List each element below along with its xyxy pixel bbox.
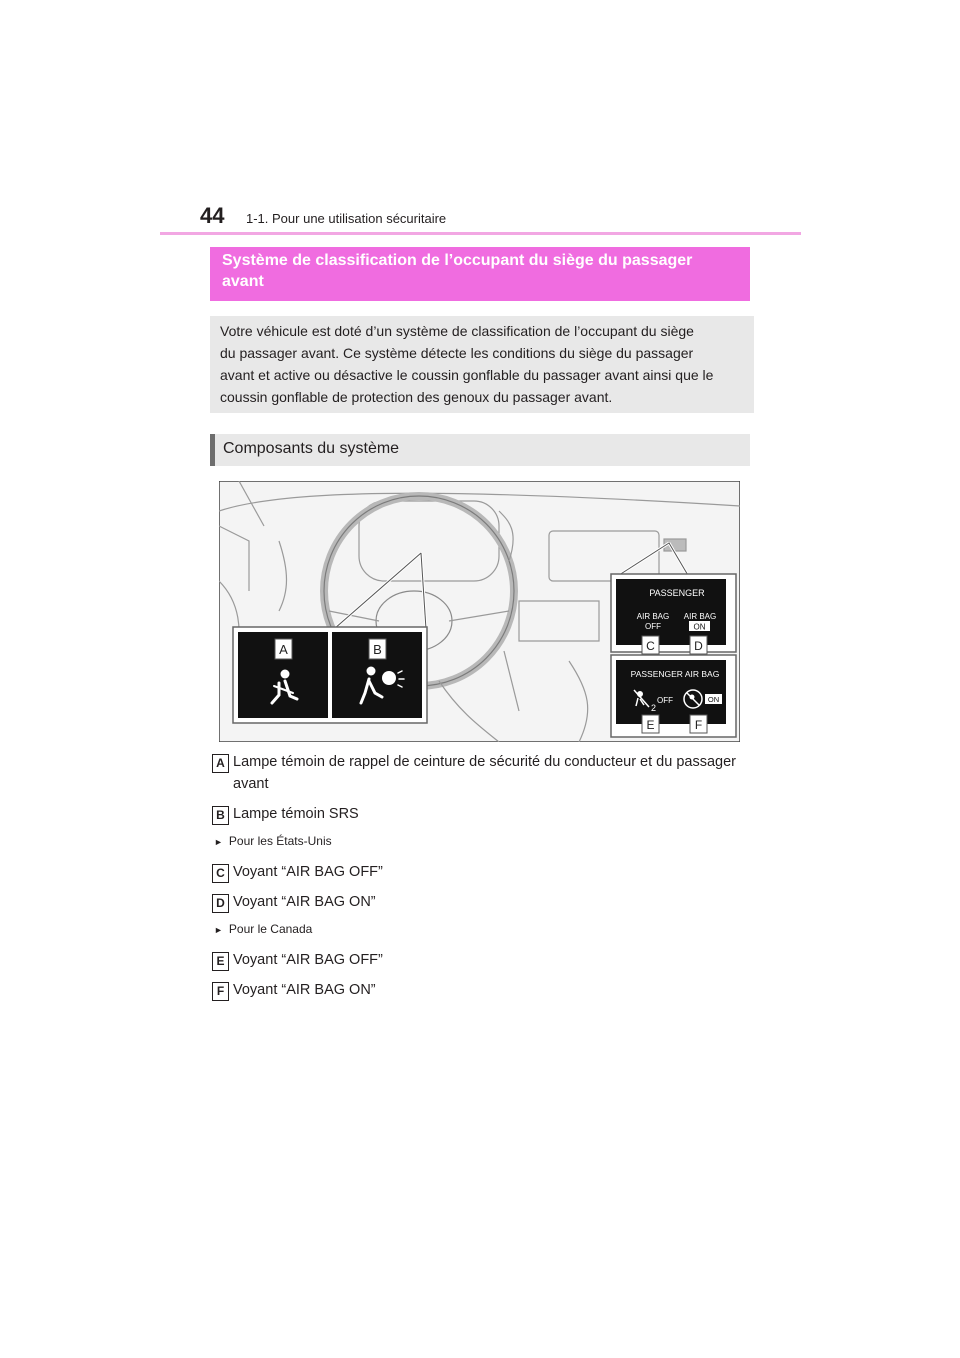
ca-on-label: ON bbox=[707, 695, 720, 704]
callout-c: C bbox=[646, 639, 655, 653]
main-heading bbox=[210, 247, 750, 301]
callout-f: F bbox=[694, 718, 703, 732]
legend-tag-e: E bbox=[212, 952, 229, 971]
us-on-line-1: AIR BAG bbox=[683, 612, 717, 621]
warning-lamp-panel bbox=[233, 627, 427, 723]
us-note-text: Pour les États-Unis bbox=[228, 834, 332, 848]
triangle-bullet-icon: ► bbox=[214, 925, 223, 935]
canada-note-text: Pour le Canada bbox=[228, 922, 313, 936]
legend-text-a: Lampe témoin de rappel de ceinture de sécurité du conducteur et du passager bbox=[233, 754, 736, 770]
us-panel-title: PASSENGER bbox=[649, 588, 705, 598]
legend-text-b: Lampe témoin SRS bbox=[233, 806, 359, 822]
legend-tag-a: A bbox=[212, 754, 229, 773]
us-note bbox=[214, 834, 332, 848]
us-on-line-2: ON bbox=[693, 622, 706, 632]
ca-off-label: OFF bbox=[657, 696, 673, 705]
page-number: 44 bbox=[200, 203, 225, 228]
ca-panel-title: PASSENGER AIR BAG bbox=[630, 669, 720, 679]
legend-text-f: Voyant “AIR BAG ON” bbox=[233, 982, 376, 998]
legend-text-d: Voyant “AIR BAG ON” bbox=[233, 894, 376, 910]
dashboard-figure bbox=[219, 481, 740, 742]
intro-line: avant et active ou désactive le coussin gonflable du passager avant ainsi que le bbox=[220, 367, 714, 383]
callout-d: D bbox=[694, 639, 703, 653]
legend-tag-c: C bbox=[212, 864, 229, 883]
callout-b: B bbox=[373, 642, 382, 657]
callout-a: A bbox=[279, 642, 288, 657]
callout-e: E bbox=[646, 718, 655, 732]
header-rule bbox=[160, 232, 801, 235]
main-heading-line-2: avant bbox=[222, 273, 264, 290]
legend-text-a-line-2: avant bbox=[233, 776, 269, 792]
intro-paragraph bbox=[210, 316, 754, 413]
main-heading-line-1: Système de classification de l’occupant du siège du passager bbox=[222, 252, 693, 269]
triangle-bullet-icon: ► bbox=[214, 837, 223, 847]
us-indicator-panel bbox=[611, 574, 736, 654]
legend-text-e: Voyant “AIR BAG OFF” bbox=[233, 952, 383, 968]
components-heading: Composants du système bbox=[210, 434, 750, 466]
intro-line: du passager avant. Ce système détecte les conditions du siège du passager bbox=[220, 345, 694, 361]
legend-tag-f: F bbox=[212, 982, 229, 1001]
us-off-line-2: OFF bbox=[645, 622, 661, 631]
canada-note bbox=[214, 922, 312, 936]
legend-text-c: Voyant “AIR BAG OFF” bbox=[233, 864, 383, 880]
airbag-on-icon bbox=[684, 690, 702, 708]
section-title: 1-1. Pour une utilisation sécuritaire bbox=[246, 211, 447, 226]
legend-tag-b: B bbox=[212, 806, 229, 825]
legend-tag-d: D bbox=[212, 894, 229, 913]
intro-line: coussin gonflable de protection des genoux du passager avant. bbox=[220, 389, 613, 405]
canada-indicator-panel bbox=[611, 655, 736, 737]
us-off-line-1: AIR BAG bbox=[636, 612, 670, 621]
intro-line: Votre véhicule est doté d’un système de classification de l’occupant du siège bbox=[220, 323, 694, 339]
ca-seat-number: 2 bbox=[651, 703, 657, 713]
